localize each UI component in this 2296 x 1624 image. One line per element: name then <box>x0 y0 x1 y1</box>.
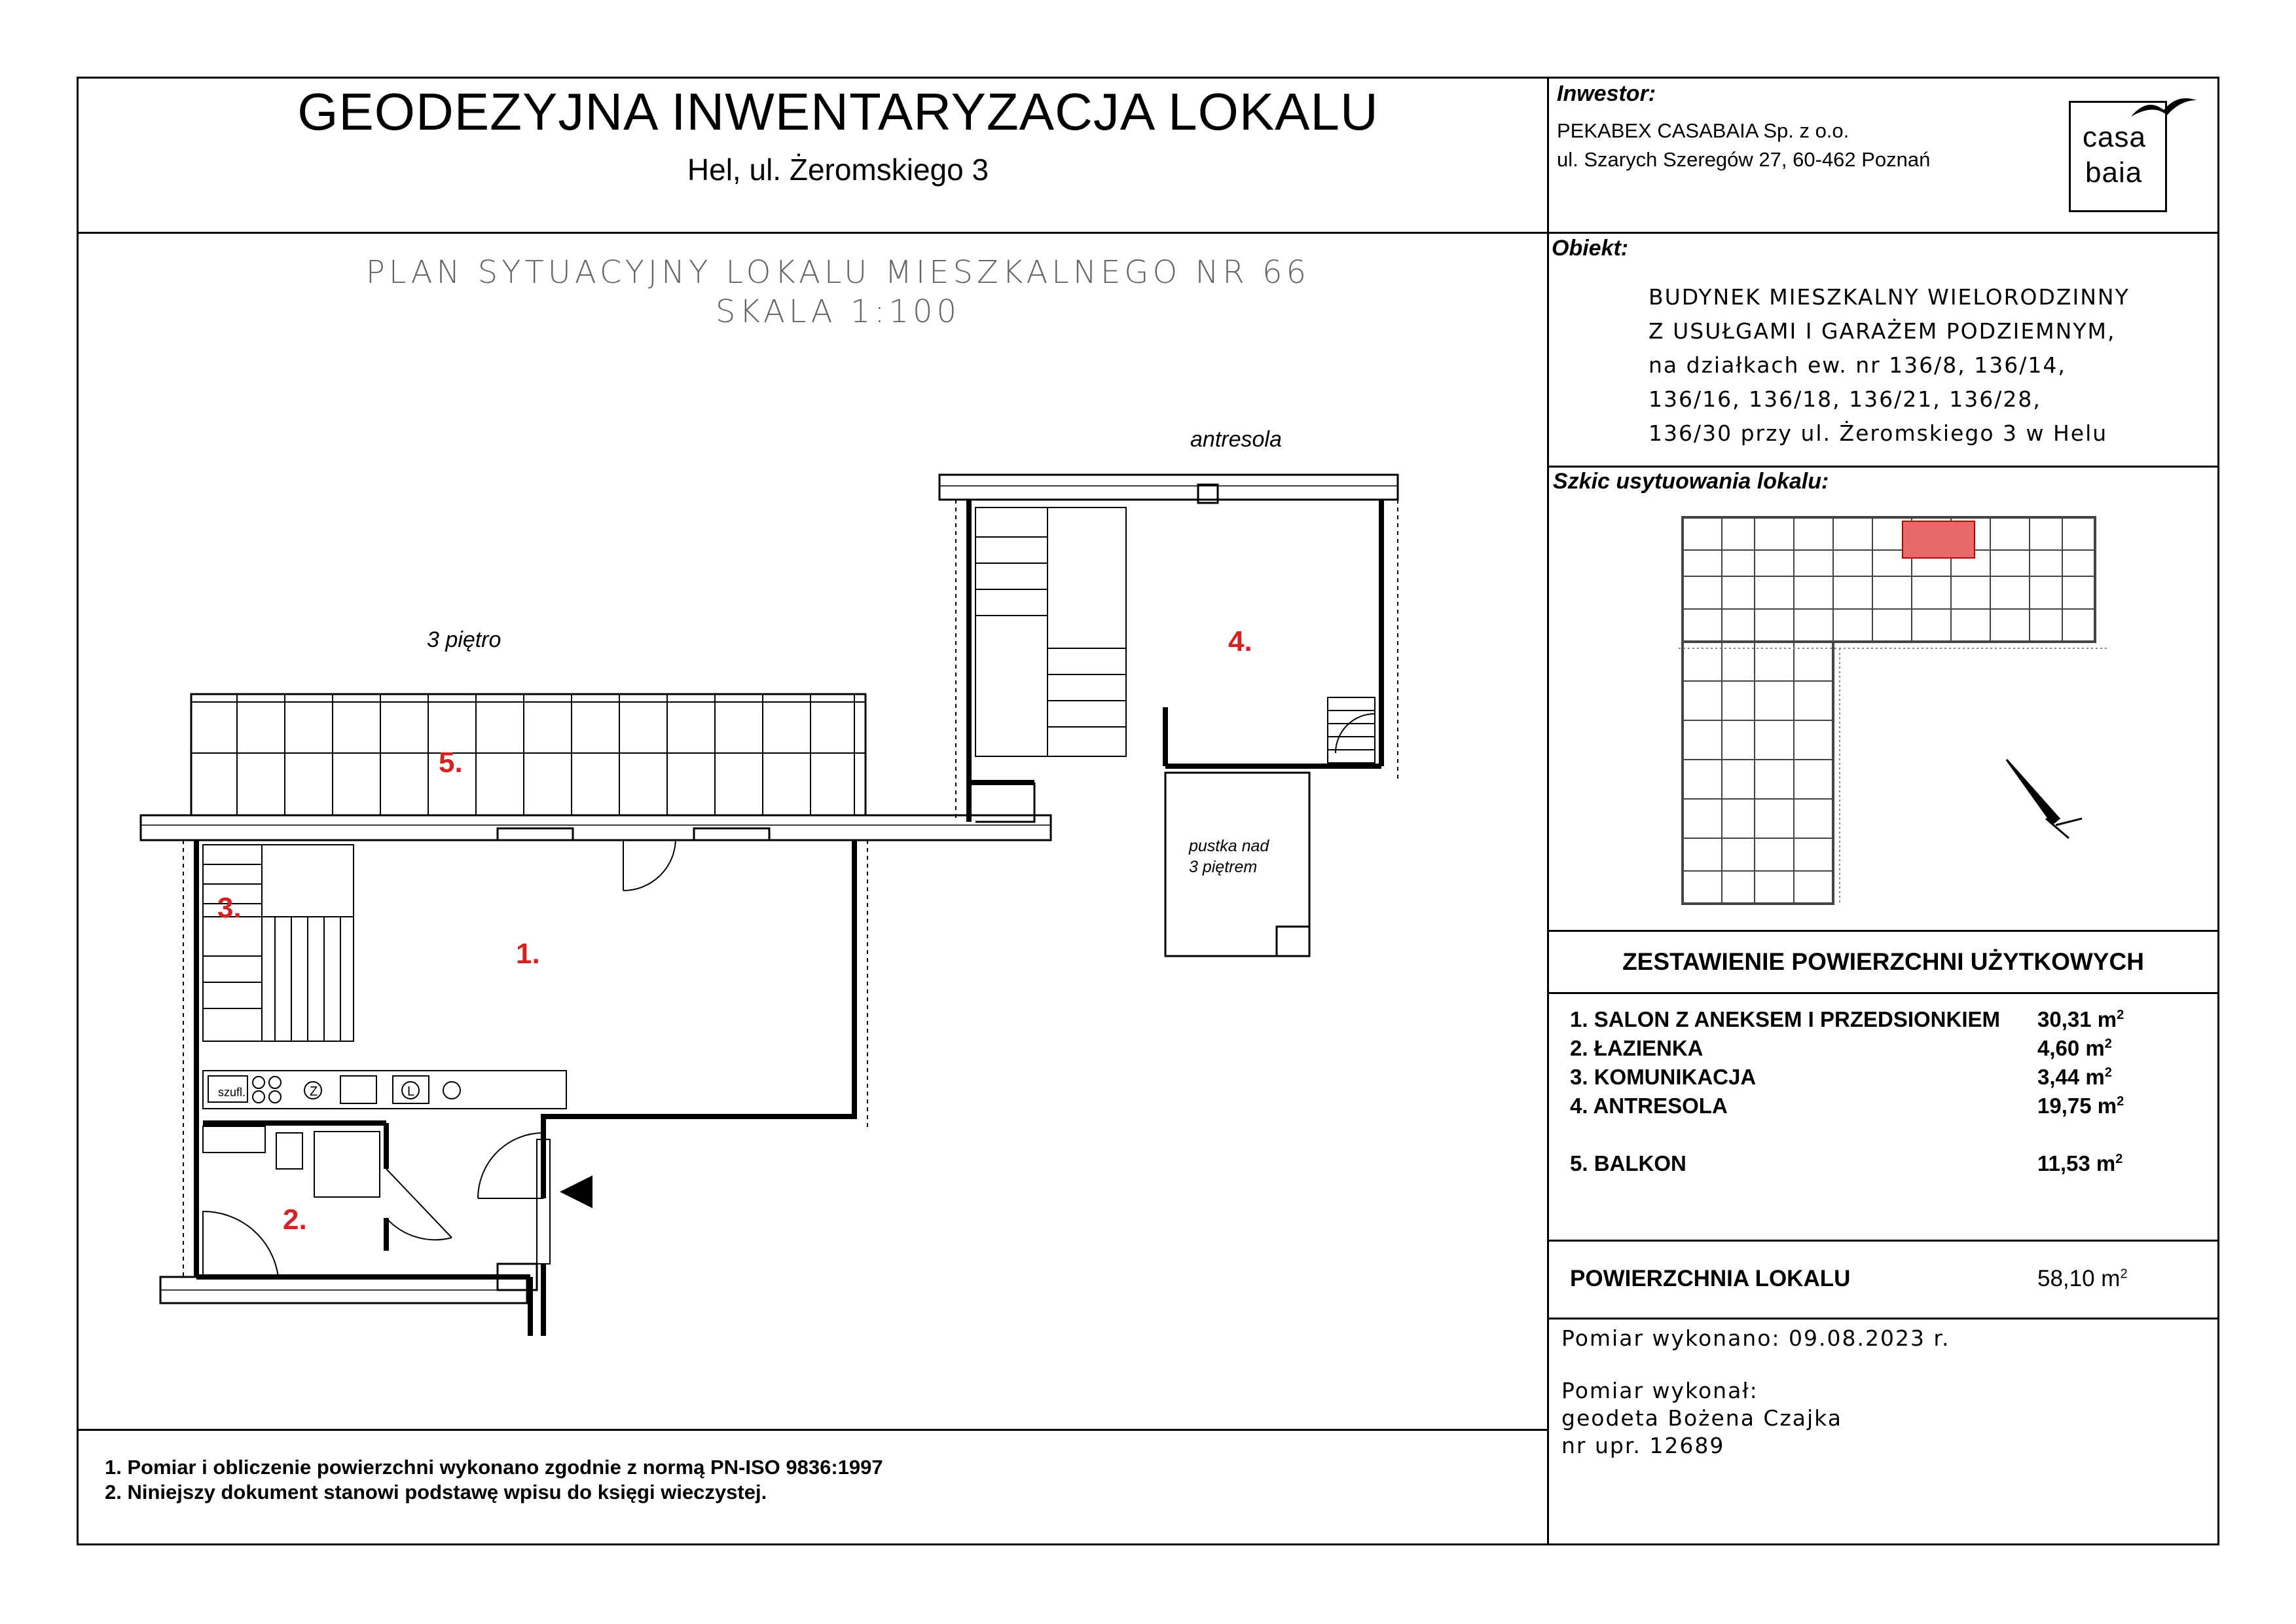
divider-header <box>77 232 2219 234</box>
summary-row-4-unit-sup: 2 <box>2117 1094 2124 1109</box>
object-line-5: 136/30 przy ul. Żeromskiego 3 w Helu <box>1649 420 2108 446</box>
investor-address: ul. Szarych Szeregów 27, 60-462 Poznań <box>1557 148 1931 171</box>
total-area-label: POWIERZCHNIA LOKALU <box>1570 1266 1851 1291</box>
document-address: Hel, ul. Żeromskiego 3 <box>687 153 989 187</box>
room-label-2: 2. <box>283 1204 307 1236</box>
surveyor-name: geodeta Bożena Czajka <box>1561 1405 1842 1431</box>
object-description <box>1649 280 2130 451</box>
investor-name: PEKABEX CASABAIA Sp. z o.o. <box>1557 119 1850 142</box>
summary-row-5-value <box>2037 1151 2123 1176</box>
sketch-label: Szkic usytuowania lokalu: <box>1553 469 1829 494</box>
note-2: 2. Niniejszy dokument stanowi podstawę wpisu do księgi wieczystej. <box>105 1481 767 1504</box>
floor-label: 3 piętro <box>427 627 501 652</box>
drawer-label: szufl. <box>218 1086 246 1099</box>
summary-row-5-number: 11,53 m <box>2037 1151 2116 1175</box>
summary-row-3-name: 3. KOMUNIKACJA <box>1570 1065 1757 1089</box>
mezzanine-stairs <box>975 507 1126 756</box>
divider-total <box>1547 1240 2219 1242</box>
plan-title: PLAN SYTUACYJNY LOKALU MIESZKALNEGO NR 66 <box>365 254 1311 291</box>
summary-row-1-value <box>2037 1007 2124 1032</box>
summary-row-4-number: 19,75 m <box>2037 1094 2117 1118</box>
entrance-arrow-icon <box>560 1175 592 1208</box>
balcony-door <box>623 840 676 891</box>
total-area-value <box>2037 1266 2128 1292</box>
walls-3rd <box>196 840 854 1336</box>
summary-row-1-number: 30,31 m <box>2037 1007 2117 1031</box>
object-line-1: BUDYNEK MIESZKALNY WIELORODZINNY <box>1649 284 2130 310</box>
void-label-line-2: 3 piętrem <box>1189 858 1258 876</box>
notes-block <box>105 1455 883 1505</box>
wall-bottom-3rd <box>160 1264 537 1303</box>
staircase-3rd <box>203 845 354 1041</box>
total-area-unit-sup: 2 <box>2120 1266 2128 1282</box>
note-1: 1. Pomiar i obliczenie powierzchni wykonano zgodnie z normą PN-ISO 9836:1997 <box>105 1456 883 1479</box>
investor-label: Inwestor: <box>1557 81 1656 106</box>
summary-row-4-name: 4. ANTRESOLA <box>1570 1094 1728 1118</box>
void-outline <box>975 773 1309 956</box>
summary-row-4-value <box>2037 1094 2124 1118</box>
plan-scale: SKALA 1:100 <box>715 293 961 330</box>
bathroom-fixtures <box>203 1126 452 1277</box>
mezzanine-top-wall <box>939 475 1398 503</box>
logo-line-1: casa <box>2083 121 2146 153</box>
room-label-4: 4. <box>1228 625 1252 657</box>
document-title: GEODEZYJNA INWENTARYZACJA LOKALU <box>297 83 1379 141</box>
logo-line-2: baia <box>2085 157 2143 189</box>
mezzanine-ladder <box>1328 697 1375 763</box>
summary-row-2-unit-sup: 2 <box>2104 1037 2112 1051</box>
summary-row-1-unit-sup: 2 <box>2117 1008 2124 1022</box>
measurement-by-label: Pomiar wykonał: <box>1561 1378 1758 1403</box>
front-door <box>478 1133 550 1264</box>
summary-row-3-unit-sup: 2 <box>2104 1065 2112 1080</box>
fixture-label-z: Z <box>310 1084 318 1099</box>
mezzanine-label: antresola <box>1190 427 1282 452</box>
summary-row-5-name: 5. BALKON <box>1570 1151 1686 1175</box>
room-label-5: 5. <box>439 747 463 779</box>
balcony-grid <box>191 694 866 815</box>
divider-object <box>1547 466 2219 468</box>
summary-row-1-name: 1. SALON Z ANEKSEM I PRZEDSIONKIEM <box>1570 1007 2001 1031</box>
object-label: Obiekt: <box>1552 236 1629 261</box>
total-area-number: 58,10 m <box>2037 1266 2121 1291</box>
fixture-label-l: L <box>407 1084 415 1099</box>
room-label-3: 3. <box>217 892 242 924</box>
wall-top-3rd <box>141 815 1051 840</box>
summary-row-2-name: 2. ŁAZIENKA <box>1570 1036 1704 1060</box>
object-line-3: na działkach ew. nr 136/8, 136/14, <box>1649 352 2066 378</box>
unit-66-highlight <box>1903 521 1975 558</box>
void-label-line-1: pustka nad <box>1189 837 1269 855</box>
room-label-1: 1. <box>516 938 540 970</box>
summary-title: ZESTAWIENIE POWIERZCHNI UŻYTKOWYCH <box>1622 948 2144 975</box>
floor-plan-drawing <box>131 458 1408 1349</box>
summary-row-5-unit-sup: 2 <box>2115 1152 2123 1166</box>
divider-summary-head <box>1547 992 2219 994</box>
divider-notes <box>77 1429 1548 1431</box>
surveyor-license: nr upr. 12689 <box>1561 1433 1725 1458</box>
object-line-4: 136/16, 136/18, 136/21, 136/28, <box>1649 386 2041 412</box>
location-sketch <box>1676 511 2108 917</box>
summary-row-2-value <box>2037 1036 2112 1061</box>
seagull-icon <box>2128 90 2200 123</box>
north-arrow-icon <box>2007 760 2082 838</box>
summary-row-3-number: 3,44 m <box>2037 1065 2105 1089</box>
summary-row-2-number: 4,60 m <box>2037 1036 2105 1060</box>
object-line-2: Z USUŁGAMI I GARAŻEM PODZIEMNYM, <box>1649 318 2116 344</box>
kitchen-counter <box>203 1071 566 1109</box>
divider-sketch <box>1547 930 2219 932</box>
measurement-date: Pomiar wykonano: 09.08.2023 r. <box>1561 1325 1950 1351</box>
divider-measurement <box>1547 1318 2219 1320</box>
summary-row-3-value <box>2037 1065 2112 1090</box>
